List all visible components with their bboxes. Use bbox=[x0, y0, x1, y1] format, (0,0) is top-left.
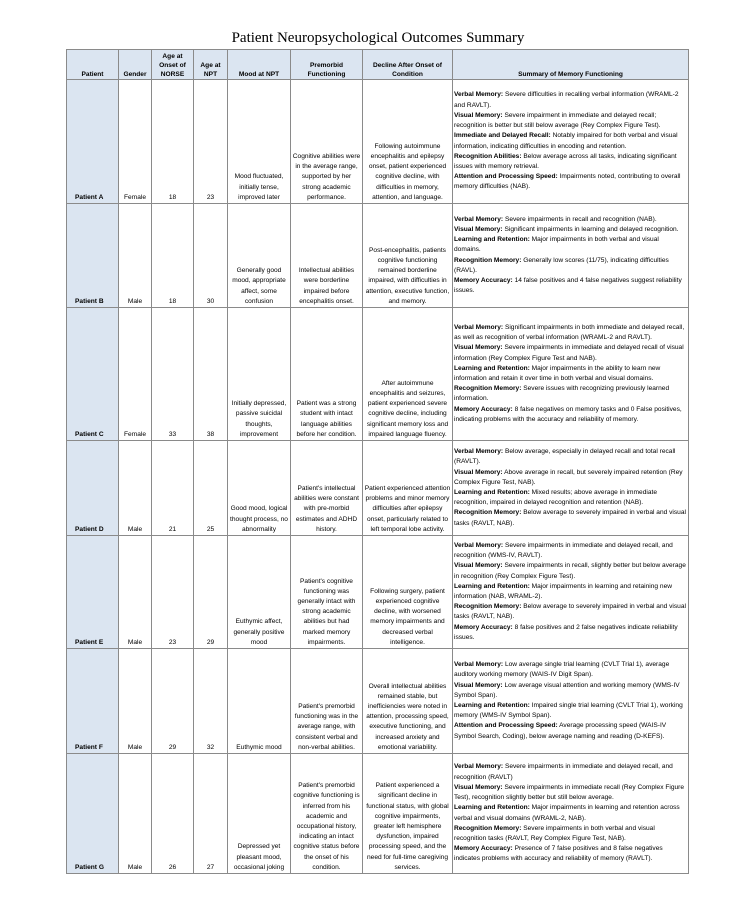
summary-entry bbox=[454, 384, 687, 404]
summary-label: Recognition Memory: bbox=[454, 385, 522, 393]
header-gender: Gender bbox=[119, 50, 152, 80]
cell-decline: Post-encephalitis, patients cognitive functioning remained borderline impaired, with difficulties in attention, executive function, and memory. bbox=[363, 204, 453, 308]
cell-age-npt: 23 bbox=[194, 80, 228, 204]
summary-label: Verbal Memory: bbox=[454, 323, 504, 331]
summary-entry bbox=[454, 803, 687, 823]
summary-text: Major impairments in the ability to learn new information and retain it over time in both verbal and visual domains. bbox=[454, 364, 661, 382]
cell-age-npt: 30 bbox=[194, 204, 228, 308]
table-row bbox=[67, 80, 689, 204]
summary-label: Verbal Memory: bbox=[454, 661, 504, 669]
summary-text: Notably impaired for both verbal and visual information, indicating difficulties in encoding and retention. bbox=[454, 132, 678, 150]
cell-premorbid: Patient's premorbid functioning was in the average range, with consistent verbal and non-verbal abilities. bbox=[291, 649, 363, 754]
summary-text: Below average to severely impaired in verbal and visual tasks (RAVLT, NAB). bbox=[454, 603, 686, 621]
summary-label: Recognition Memory: bbox=[454, 824, 522, 832]
summary-label: Verbal Memory: bbox=[454, 541, 504, 549]
summary-entry bbox=[454, 111, 687, 131]
cell-gender: Female bbox=[119, 308, 152, 441]
summary-entry bbox=[454, 235, 687, 255]
summary-entry bbox=[454, 783, 687, 803]
cell-mood: Euthymic mood bbox=[228, 649, 291, 754]
summary-entry bbox=[454, 488, 687, 508]
summary-text: Impairments noted, contributing to overall memory difficulties (NAB). bbox=[454, 173, 681, 191]
summary-entry bbox=[454, 215, 687, 225]
summary-text: Severe issues with recognizing previously learned information. bbox=[454, 385, 670, 403]
cell-decline: Overall intellectual abilities remained stable, but inefficiencies were noted in attention, processing speed, executive functioning, and increased anxiety and emotional variability. bbox=[363, 649, 453, 754]
summary-text: Severe impairments in immediate and delayed recall, and recognition (WMS-IV, RAVLT). bbox=[454, 541, 673, 560]
summary-label: Learning and Retention: bbox=[454, 489, 530, 496]
summary-label: Visual Memory: bbox=[454, 225, 503, 233]
cell-age-npt: 25 bbox=[194, 441, 228, 536]
summary-entry bbox=[454, 276, 687, 296]
summary-label: Learning and Retention: bbox=[454, 236, 530, 244]
summary-text: Severe impairments in immediate recall (Rey Complex Figure Test), recognition slightly better but still below average. bbox=[454, 783, 685, 802]
cell-age-onset: 23 bbox=[152, 536, 194, 649]
cell-age-npt: 29 bbox=[194, 536, 228, 649]
cell-summary bbox=[453, 204, 689, 308]
cell-gender: Male bbox=[119, 649, 152, 754]
cell-age-npt: 38 bbox=[194, 308, 228, 441]
cell-premorbid: Patient was a strong student with intact language abilities before her condition. bbox=[291, 308, 363, 441]
table-row bbox=[67, 754, 689, 874]
cell-gender: Male bbox=[119, 536, 152, 649]
summary-text: Severe impairments in recall, slightly better but below average in recognition (Rey Complex Figure Test). bbox=[454, 562, 686, 580]
cell-gender: Male bbox=[119, 204, 152, 308]
cell-mood: Euthymic affect, generally positive mood bbox=[228, 536, 291, 649]
summary-label: Memory Accuracy: bbox=[454, 276, 513, 284]
cell-premorbid: Patient's intellectual abilities were constant with pre-morbid estimates and ADHD history. bbox=[291, 441, 363, 536]
table-row bbox=[67, 441, 689, 536]
cell-age-npt: 27 bbox=[194, 754, 228, 874]
cell-name: Patient E bbox=[67, 536, 119, 649]
summary-label: Recognition Memory: bbox=[454, 256, 522, 264]
table-row bbox=[67, 204, 689, 308]
header-mood: Mood at NPT bbox=[228, 50, 291, 80]
cell-decline: Following autoimmune encephalitis and epilepsy onset, patient experienced cognitive decline, with difficulties in memory, attention, and language. bbox=[363, 80, 453, 204]
header-decline: Decline After Onset of Condition bbox=[363, 50, 453, 80]
summary-text: Average processing speed (WAIS-IV Symbol Search, Coding), below average naming and reading (D-KEFS). bbox=[454, 722, 667, 740]
cell-premorbid: Intellectual abilities were borderline impaired before encephalitis onset. bbox=[291, 204, 363, 308]
header-patient: Patient bbox=[67, 50, 119, 80]
summary-entry bbox=[454, 90, 687, 110]
cell-decline: After autoimmune encephalitis and seizures, patient experienced severe cognitive decline, including significant memory loss and impaired language fluency. bbox=[363, 308, 453, 441]
cell-summary bbox=[453, 536, 689, 649]
summary-entry bbox=[454, 721, 687, 741]
summary-entry bbox=[454, 660, 687, 680]
summary-label: Visual Memory: bbox=[454, 111, 503, 119]
summary-text: Significant impairments in learning and delayed recognition. bbox=[502, 225, 679, 233]
summary-text: Significant impairments in both immediate and delayed recall, as well as recognition of verbal information (WRAML-2 and RAVLT). bbox=[454, 323, 685, 342]
cell-name: Patient B bbox=[67, 204, 119, 308]
summary-label: Recognition Abilities: bbox=[454, 152, 522, 160]
cell-age-onset: 26 bbox=[152, 754, 194, 874]
summary-entry bbox=[454, 225, 687, 235]
summary-label: Attention and Processing Speed: bbox=[454, 722, 558, 730]
summary-text: Severe impairments in recall and recognition (NAB). bbox=[503, 215, 657, 223]
summary-label: Immediate and Delayed Recall: bbox=[454, 132, 551, 140]
summary-text: Below average, especially in delayed recall and total recall (RAVLT). bbox=[454, 448, 676, 466]
table-row bbox=[67, 649, 689, 754]
summary-text: Above average in recall, but severely impaired retention (Rey Complex Figure Test, NAB). bbox=[454, 468, 683, 486]
summary-text: Severe difficulties in recalling verbal information (WRAML-2 and RAVLT). bbox=[454, 91, 679, 109]
summary-entry bbox=[454, 681, 687, 701]
summary-text: 14 false positives and 4 false negatives suggest reliability issues. bbox=[454, 276, 682, 295]
cell-gender: Male bbox=[119, 754, 152, 874]
summary-entry bbox=[454, 844, 687, 864]
header-summary: Summary of Memory Functioning bbox=[453, 50, 689, 80]
summary-entry bbox=[454, 623, 687, 643]
summary-label: Visual Memory: bbox=[454, 681, 503, 689]
cell-mood: Mood fluctuated, initially tense, improved later bbox=[228, 80, 291, 204]
cell-age-onset: 33 bbox=[152, 308, 194, 441]
summary-entry bbox=[454, 323, 687, 343]
summary-entry bbox=[454, 256, 687, 276]
summary-text: Major impairments in learning and retention across verbal and visual domains (WRAML-2, NAB). bbox=[454, 804, 680, 822]
cell-age-onset: 18 bbox=[152, 204, 194, 308]
summary-entry bbox=[454, 762, 687, 782]
cell-name: Patient A bbox=[67, 80, 119, 204]
summary-text: Mixed results; above average in immediate recognition, impaired in delayed recognition and retention (NAB). bbox=[454, 489, 658, 507]
summary-entry bbox=[454, 582, 687, 602]
summary-label: Learning and Retention: bbox=[454, 364, 530, 372]
summary-text: 8 false positives and 2 false negatives indicate reliability issues. bbox=[454, 623, 678, 641]
header-premorbid: Premorbid Functioning bbox=[291, 50, 363, 80]
cell-name: Patient G bbox=[67, 754, 119, 874]
summary-entry bbox=[454, 364, 687, 384]
cell-mood: Generally good mood, appropriate affect, some confusion bbox=[228, 204, 291, 308]
summary-entry bbox=[454, 447, 687, 467]
summary-text: Below average across all tasks, indicating significant issues with memory retrieval. bbox=[454, 152, 677, 170]
summary-label: Memory Accuracy: bbox=[454, 845, 513, 853]
summary-label: Verbal Memory: bbox=[454, 763, 504, 771]
cell-mood: Depressed yet pleasant mood, occasional joking bbox=[228, 754, 291, 874]
summary-label: Attention and Processing Speed: bbox=[454, 173, 558, 181]
page-title: Patient Neuropsychological Outcomes Summary bbox=[231, 30, 525, 46]
summary-label: Verbal Memory: bbox=[454, 448, 504, 456]
cell-summary bbox=[453, 80, 689, 204]
summary-label: Visual Memory: bbox=[454, 468, 503, 476]
table-row bbox=[67, 308, 689, 441]
cell-age-onset: 29 bbox=[152, 649, 194, 754]
cell-age-onset: 18 bbox=[152, 80, 194, 204]
cell-decline: Patient experienced a significant decline in functional status, with global cognitive impairments, greater left hemisphere dysfunction, impaired processing speed, and the need for full-time caregiving services. bbox=[363, 754, 453, 874]
cell-name: Patient C bbox=[67, 308, 119, 441]
summary-text: Severe impairments in immediate and delayed recall of visual information (Rey Complex Figure Test and NAB). bbox=[454, 344, 684, 362]
cell-age-npt: 32 bbox=[194, 649, 228, 754]
summary-entry bbox=[454, 508, 687, 528]
summary-entry bbox=[454, 824, 687, 844]
cell-mood: Initially depressed, passive suicidal thoughts, improvement bbox=[228, 308, 291, 441]
summary-entry bbox=[454, 561, 687, 581]
cell-gender: Male bbox=[119, 441, 152, 536]
summary-label: Memory Accuracy: bbox=[454, 623, 513, 631]
summary-text: 8 false negatives on memory tasks and 0 False positives, indicating problems with the accuracy and reliability of memory. bbox=[454, 405, 682, 423]
summary-entry bbox=[454, 468, 687, 488]
summary-label: Learning and Retention: bbox=[454, 582, 530, 590]
summary-label: Recognition Memory: bbox=[454, 603, 522, 611]
cell-summary bbox=[453, 308, 689, 441]
summary-label: Recognition Memory: bbox=[454, 509, 522, 517]
summary-label: Memory Accuracy: bbox=[454, 405, 513, 413]
summary-entry bbox=[454, 152, 687, 172]
table-row bbox=[67, 536, 689, 649]
summary-text: Major impairments in learning and retaining new information (NAB, WRAML-2). bbox=[454, 582, 673, 600]
cell-premorbid: Patient's premorbid cognitive functioning is inferred from his academic and occupational history, indicating an intact cognitive status before the onset of his condition. bbox=[291, 754, 363, 874]
cell-summary bbox=[453, 754, 689, 874]
summary-entry bbox=[454, 343, 687, 363]
cell-mood: Good mood, logical thought process, no abnormality bbox=[228, 441, 291, 536]
summary-text: Impaired single trial learning (CVLT Trial 1), working memory (WMS-IV Symbol Span). bbox=[454, 702, 683, 720]
summary-entry bbox=[454, 602, 687, 622]
summary-label: Learning and Retention: bbox=[454, 702, 530, 709]
summary-text: Generally low scores (11/75), indicating difficulties (RAVL). bbox=[454, 256, 669, 274]
cell-summary bbox=[453, 649, 689, 754]
summary-entry bbox=[454, 131, 687, 151]
summary-label: Verbal Memory: bbox=[454, 215, 504, 223]
summary-label: Learning and Retention: bbox=[454, 804, 530, 812]
summary-label: Visual Memory: bbox=[454, 783, 503, 791]
summary-text: Severe impairment in immediate and delayed recall; recognition is better but still below average (Rey Complex Figure Test). bbox=[454, 111, 661, 130]
summary-text: Below average to severely impaired in verbal and visual tasks (RAVLT, NAB). bbox=[454, 509, 686, 527]
cell-gender: Female bbox=[119, 80, 152, 204]
summary-text: Low average visual attention and working memory (WMS-IV Symbol Span). bbox=[454, 681, 680, 699]
summary-entry bbox=[454, 172, 687, 192]
summary-text: Severe impairments in immediate and delayed recall, and recognition (RAVLT) bbox=[454, 763, 673, 781]
summary-label: Visual Memory: bbox=[454, 562, 503, 570]
summary-text: Major impairments in both verbal and visual domains. bbox=[454, 236, 659, 254]
summary-entry bbox=[454, 541, 687, 561]
summary-label: Verbal Memory: bbox=[454, 91, 504, 99]
cell-decline: Following surgery, patient experienced cognitive decline, with worsened memory impairments and decreased verbal intelligence. bbox=[363, 536, 453, 649]
summary-entry bbox=[454, 701, 687, 721]
cell-premorbid: Patient's cognitive functioning was generally intact with strong academic abilities but had marked memory impairments. bbox=[291, 536, 363, 649]
header-age-npt: Age at NPT bbox=[194, 50, 228, 80]
summary-entry bbox=[454, 405, 687, 425]
header-age-onset: Age at Onset of NORSE bbox=[152, 50, 194, 80]
outcomes-table bbox=[66, 49, 689, 874]
cell-summary bbox=[453, 441, 689, 536]
header-row bbox=[67, 50, 689, 80]
summary-label: Visual Memory: bbox=[454, 344, 503, 352]
summary-text: Severe impairments in both verbal and visual recognition tasks (RAVLT, Rey Complex Figure Test, NAB). bbox=[454, 824, 655, 842]
cell-name: Patient F bbox=[67, 649, 119, 754]
cell-decline: Patient experienced attention problems and minor memory difficulties after epilepsy onset, particularly related to left temporal lobe activity. bbox=[363, 441, 453, 536]
cell-premorbid: Cognitive abilities were in the average range, supported by her strong academic performance. bbox=[291, 80, 363, 204]
cell-name: Patient D bbox=[67, 441, 119, 536]
summary-text: Low average single trial learning (CVLT Trial 1), average auditory working memory (WAIS-IV Digit Span). bbox=[454, 661, 670, 679]
summary-text: Presence of 7 false positives and 8 false negatives indicates problems with accuracy and reliability of memory (RAVLT). bbox=[454, 845, 663, 863]
cell-age-onset: 21 bbox=[152, 441, 194, 536]
